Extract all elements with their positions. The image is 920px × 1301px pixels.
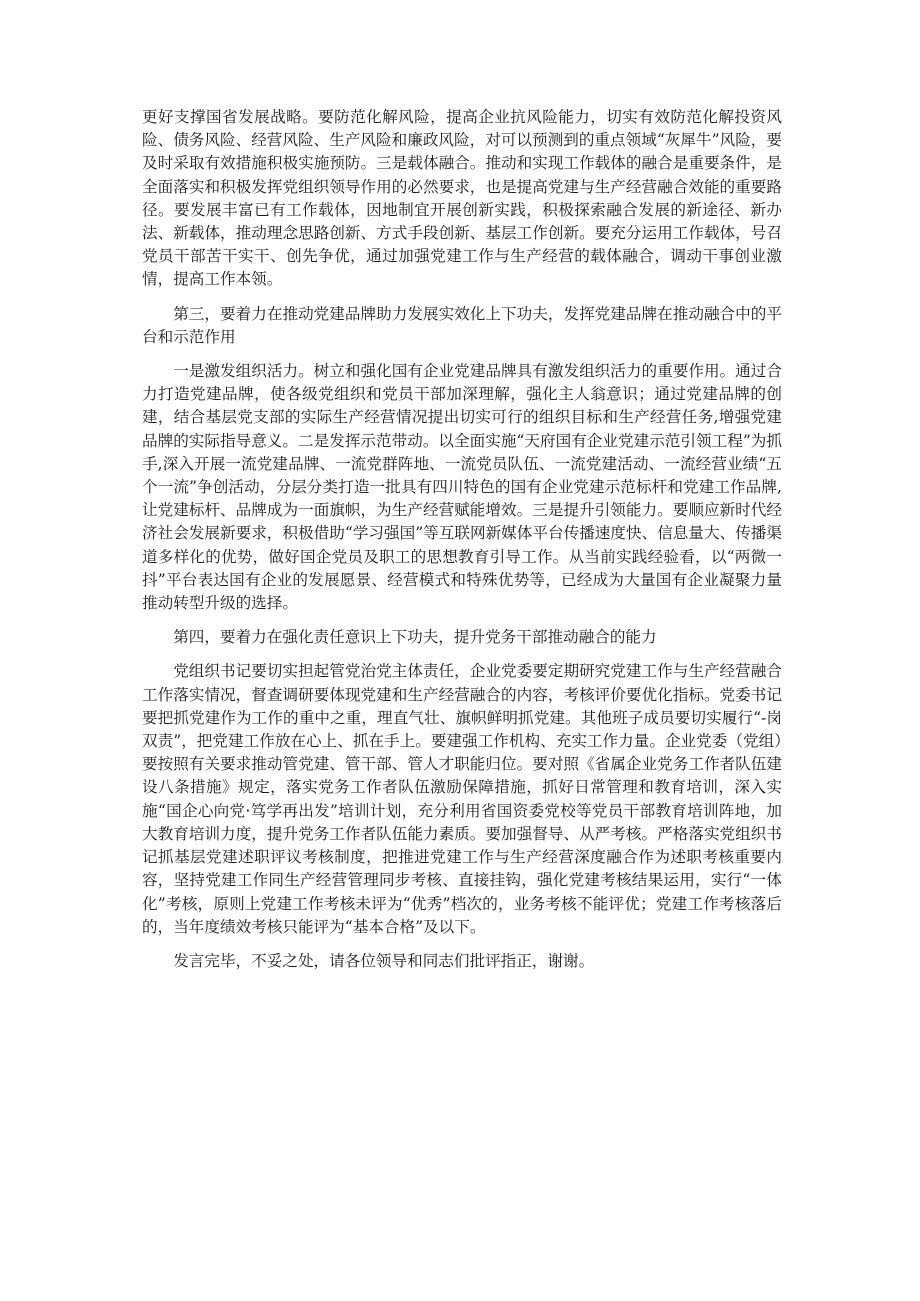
paragraph-brand: 一是激发组织活力。树立和强化国有企业党建品牌具有激发组织活力的重要作用。通过合力打造党建品牌，使各级党组织和党员干部加深理解，强化主人翁意识；通过党建品牌的创建，结合基层党支部的实际生产经营情况提出切实可行的组织目标和生产经营任务,增强党建品牌的实际指导意义。二是发挥示范带动。以全面实施“天府国有企业党建示范引领工程”为抓手,深入开展一流党建品牌、一流党群阵地、一流党员队伍、一流党建活动、一流经营业绩“五个一流”争创活动，分层分类打造一批具有四川特色的国有企业党建示范标杆和党建工作品牌,让党建标杆、品牌成为一面旗帜，为生产经营赋能增效。三是提升引领能力。要顺应新时代经济社会发展新要求，积极借助“学习强国”等互联网新媒体平台传播速度快、信息量大、传播渠道多样化的优势，做好国企党员及职工的思想教育引导工作。从当前实践经验看，以“两微一抖”平台表达国有企业的发展愿景、经营模式和特殊优势等，已经成为大量国有企业凝聚力量推动转型升级的选择。 [142,362,782,613]
section-heading-third: 第三，要着力在推动党建品牌助力发展实效化上下功夫，发挥党建品牌在推动融合中的平台和示范作用 [142,304,782,346]
paragraph-responsibility: 党组织书记要切实担起管党治党主体责任，企业党委要定期研究党建工作与生产经营融合工作落实情况，督查调研要体现党建和生产经营融合的内容，考核评价要优化指标。党委书记要把抓党建作为工作的重中之重，理直气壮、旗帜鲜明抓党建。其他班子成员要切实履行“-岗双责”，把党建工作放在心上、抓在手上。要建强工作机构、充实工作力量。企业党委（党组）要按照有关要求推动管党建、管干部、管人才职能归位。要对照《省属企业党务工作者队伍建设八条措施》规定，落实党务工作者队伍激励保障措施，抓好日常管理和教育培训，深入实施“国企心向党·笃学再出发”培训计划，充分利用省国资委党校等党员干部教育培训阵地，加大教育培训力度，提升党务工作者队伍能力素质。要加强督导、从严考核。严格落实党组织书记抓基层党建述职评议考核制度，把推进党建工作与生产经营深度融合作为述职考核重要内容，坚持党建工作同生产经营管理同步考核、直接挂钩，强化党建考核结果运用，实行“一体化”考核，原则上党建工作考核未评为“优秀”档次的，业务考核不能评优；党建工作考核落后的，当年度绩效考核只能评为“基本合格”及以下。 [142,662,782,936]
closing-remark: 发言完毕，不妥之处，请各位领导和同志们批评指正，谢谢。 [173,951,595,970]
section-heading-fourth: 第四，要着力在强化责任意识上下功夫，提升党务干部推动融合的能力 [173,628,657,647]
document-body [142,106,782,973]
paragraph-continuation: 更好支撑国省发展战略。要防范化解风险，提高企业抗风险能力，切实有效防范化解投资风险、债务风险、经营风险、生产风险和廉政风险，对可以预测到的重点领域“灰犀牛”风险，要及时采取有效措施积极实施预防。三是载体融合。推动和实现工作载体的融合是重要条件，是全面落实和积极发挥党组织领导作用的必然要求，也是提高党建与生产经营融合效能的重要路径。要发展丰富已有工作载体，因地制宜开展创新实践，积极探索融合发展的新途径、新办法、新载体，推动理念思路创新、方式手段创新、基层工作创新。要充分运用工作载体，号召党员干部苦干实干、创先争优，通过加强党建工作与生产经营的载体融合，调动干事创业激情，提高工作本领。 [142,108,782,289]
